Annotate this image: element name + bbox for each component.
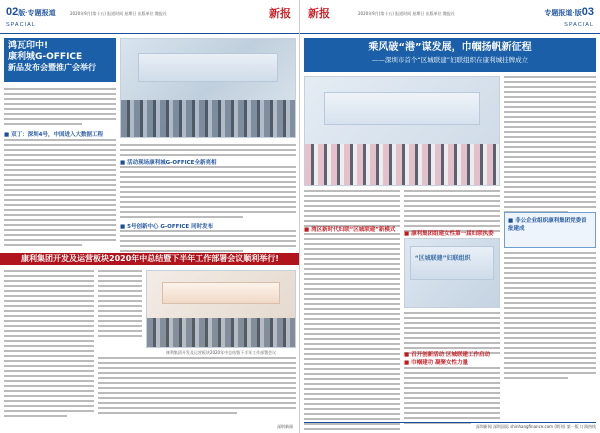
left-headline: [4, 38, 116, 82]
bottom-photo-people: [147, 318, 295, 347]
headline-line-1: 鸿瓦印中!: [8, 41, 49, 51]
photo-banner: [138, 53, 277, 82]
right-photo-people: [305, 144, 499, 185]
left-page-number: 02版·专题报道: [6, 6, 56, 18]
left-author: 深圳新闻: [277, 424, 293, 429]
right-photo-banner-text: “区城联建”妇联组织: [414, 254, 471, 262]
left-text-col-2: [4, 139, 116, 249]
right-spacial-label: SPACIAL: [564, 22, 594, 28]
right-headline-subtitle: ——深圳市首个“区城联建”妇联组织在康利城挂牌成立: [371, 56, 529, 64]
right-headline: [304, 38, 596, 72]
right-main-photo: [304, 76, 500, 186]
right-subhead-2: ■ 康利集团组建女性第一届妇联执委: [404, 231, 494, 237]
right-footer: 深圳新闻 深圳国际 shinhangfinance.com (期刊) 第一版 订阅热线: [304, 422, 596, 430]
left-header-info: 2020年9月(第十五) 报道时间 星期日 出版单位 微报社: [70, 11, 167, 16]
right-second-photo: [404, 238, 500, 308]
bottom-photo-banner: [162, 282, 280, 305]
side-box-title: ■ 非公企业组织康利集团党委首批建成: [508, 218, 587, 232]
left-subhead-3: ■ 5号创新中心 G-OFFICE 同时发布: [120, 224, 214, 230]
left-photo-caption: 康利集团开发及运营板块2020年中总结暨下半年工作部署会议: [165, 350, 277, 355]
right-header-info: 2020年9月(第十五) 报道时间 星期日 出版单位 微报社: [358, 11, 455, 16]
right-photo-banner: [324, 92, 479, 124]
right-subhead-3: ■ 召开创新活动 区城联建工作启动: [404, 352, 491, 358]
bottom-text-col-1: [4, 270, 94, 420]
left-text-col-5: [120, 230, 296, 255]
left-bottom-photo: [146, 270, 296, 348]
right-subhead-4: ■ 巾帼建功 凝聚女性力量: [404, 360, 469, 366]
left-spacial-label: SPACIAL: [6, 22, 36, 28]
right-side-box: [504, 212, 596, 248]
headline-line-2: 康利城G-OFFICE: [8, 52, 83, 62]
right-page-header: [300, 0, 600, 34]
bottom-text-col-3: [98, 357, 296, 417]
left-page-header: [0, 0, 299, 34]
right-logo: 新报: [308, 7, 330, 20]
right-text-col-7: [404, 367, 500, 427]
right-subhead-1: ■ 湾区新时代妇联“区城联建”新模式: [304, 227, 396, 233]
right-text-col-3: [304, 190, 400, 230]
right-page-number: 专题报道·版03: [544, 6, 594, 18]
headline-line-3: 新品发布会暨推广会举行: [8, 63, 96, 72]
right-text-col-1: [504, 76, 596, 216]
right-second-photo-banner: [410, 246, 495, 280]
right-headline-title: 乘风破“港”谋发展，巾帼扬帆新征程: [368, 42, 532, 53]
left-text-col-3: [120, 144, 296, 159]
left-subhead-1: ■ 双丁：深圳4号，中国进入大数据工程: [4, 132, 103, 138]
photo-people: [121, 100, 295, 137]
right-page: [300, 0, 600, 433]
left-text-col-4: [120, 166, 296, 221]
left-text-col-1: [4, 88, 116, 128]
right-text-col-4: [304, 233, 400, 433]
right-text-col-2: [504, 252, 596, 382]
left-subhead-2: ■ 活动现场康利城G-OFFICE全新亮相: [120, 160, 217, 166]
left-top-photo: [120, 38, 296, 138]
bottom-text-col-2: [98, 270, 142, 340]
left-logo: 新报: [269, 7, 291, 20]
left-banner-headline: 康利集团开发及运营板块2020年中总结暨下半年工作部署会议顺利举行!: [0, 253, 300, 265]
